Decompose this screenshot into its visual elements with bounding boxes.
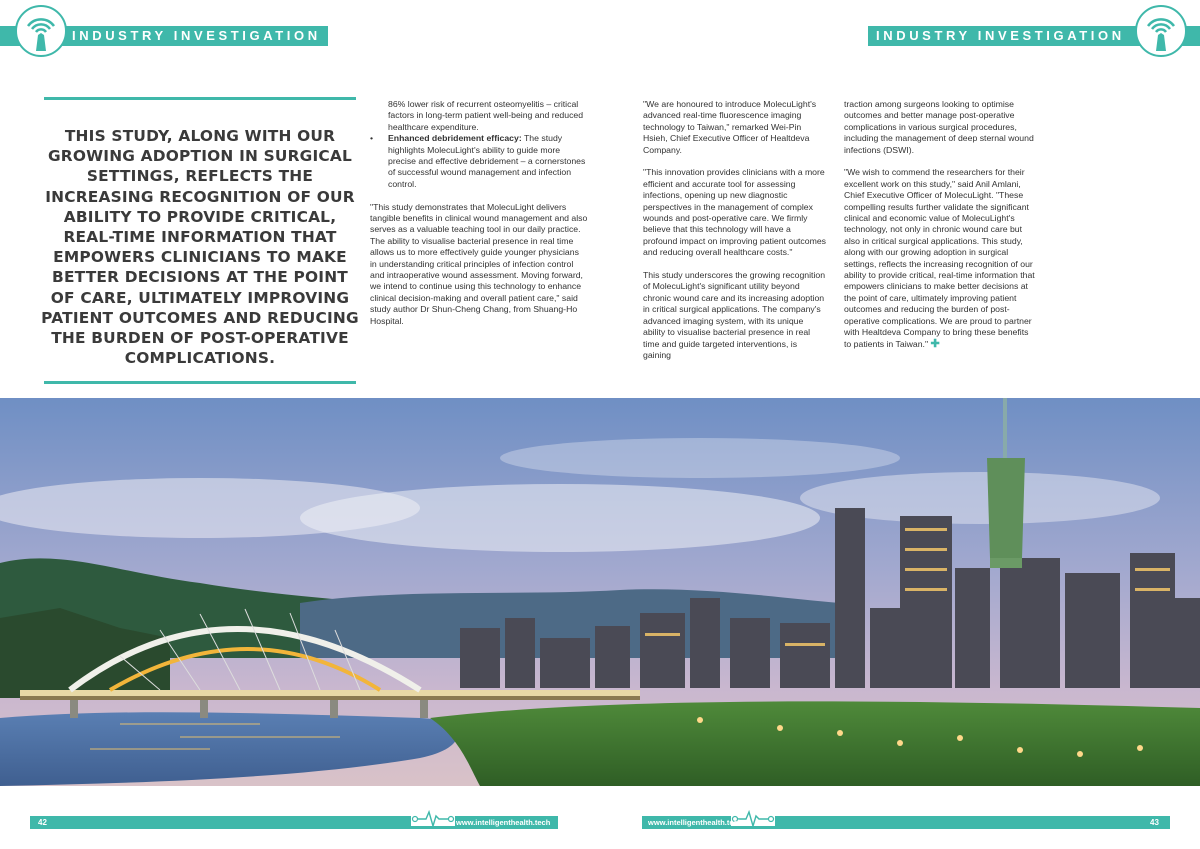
pullquote-rule-bottom [44,381,356,384]
text-column-1 [370,99,588,339]
website-link-right[interactable]: www.intelligenthealth.tech [648,818,743,827]
paragraph [844,167,1036,350]
bullet-text: The study highlights MolecuLight's ability to guide more precise and effective debridement – a cornerstones of successful wound management and infection control. [388,133,586,189]
section-label-right: INDUSTRY INVESTIGATION [876,28,1125,43]
paragraph: This study underscores the growing recognition of MolecuLight's significant utility beyond chronic wound care and its increasing adoption in critical surgical applications. The company's advanced imaging system, with its unique ability to visualise bacterial presence in real time and guide targeted interventions, is gaining [643,270,826,360]
pullquote: THIS STUDY, ALONG WITH OUR GROWING ADOPTION IN SURGICAL SETTINGS, REFLECTS THE INCREASING RECOGNITION OF OUR ABILITY TO PROVIDE CRITICAL, REAL-TIME INFORMATION THAT EMPOWERS CLINICIANS TO MAKE BETTER DECISIONS AT THE POINT OF CARE, ULTIMATELY IMPROVING PATIENT OUTCOMES AND REDUCING THE BURDEN OF POST-OPERATIVE COMPLICATIONS. [41,127,359,368]
paragraph: "This study demonstrates that MolecuLight delivers tangible benefits in clinical wound management and also serves as a valuable teaching tool in our daily practice. The ability to visualise bacterial presence in real time allows us to more effectively guide younger physicians in understanding critical principles of infection control and intraoperative wound assessment. Moving forward, we intend to continue using this technology to enhance clinical decision-making and overall patient care," said study author Dr Shun-Cheng Chang, from Shuang-Ho Hospital. [370,201,588,326]
heartbeat-icon [411,808,455,830]
text-column-2 [643,99,827,373]
paragraph: "This innovation provides clinicians with a more efficient and accurate tool for assessing infections, opening up new diagnostic perspectives in the management of complex wounds and post-operative care. We firmly believe that this technology will have a profound impact on improving patient outcomes and reducing overall healthcare costs." [643,167,827,258]
section-label-left: INDUSTRY INVESTIGATION [72,28,321,43]
signal-tower-icon [14,4,68,58]
bullet-item [370,133,588,190]
paragraph: "We are honoured to introduce MolecuLight's advanced real-time fluorescence imaging technology to Taiwan," remarked Wei-Pin Hsieh, Chief Executive Officer of Healtdeva Company. [643,99,817,155]
page-number-left: 42 [38,818,47,827]
text-column-3 [844,99,1036,361]
end-mark-icon: ✚ [930,337,940,350]
paragraph-text: "We wish to commend the researchers for their excellent work on this study," said Anil Amlani, Chief Executive Officer of MolecuLight. "These compelling results further validate the significant clinical and economic value of MolecuLight's technology, not only in chronic wound care but also in critical surgical applications. This study, along with our growing adoption in surgical settings, reflects the increasing recognition of our ability to provide critical, real-time information that empowers clinicians to make better decisions at the point of care, ultimately improving patient outcomes and reducing the burden of post-operative complications. We are proud to partner with Healtdeva Company to bring these benefits to patients in Taiwan." [844,167,1035,349]
bullet-title: Enhanced debridement efficacy: [388,133,522,144]
city-skyline-photo [0,398,1200,786]
website-link-left[interactable]: www.intelligenthealth.tech [456,818,551,827]
bullet-symbol: • [370,133,374,144]
paragraph: 86% lower risk of recurrent osteomyelitis – critical factors in long-term patient well-being and reduced healthcare expenditure. [388,99,584,132]
paragraph: traction among surgeons looking to optimise outcomes and better manage post-operative complications in various surgical procedures, including the management of deep sternal wound infections (DSWI). [844,99,1034,155]
page-number-right: 43 [1150,818,1159,827]
pullquote-rule-top [44,97,356,100]
signal-tower-icon [1134,4,1188,58]
